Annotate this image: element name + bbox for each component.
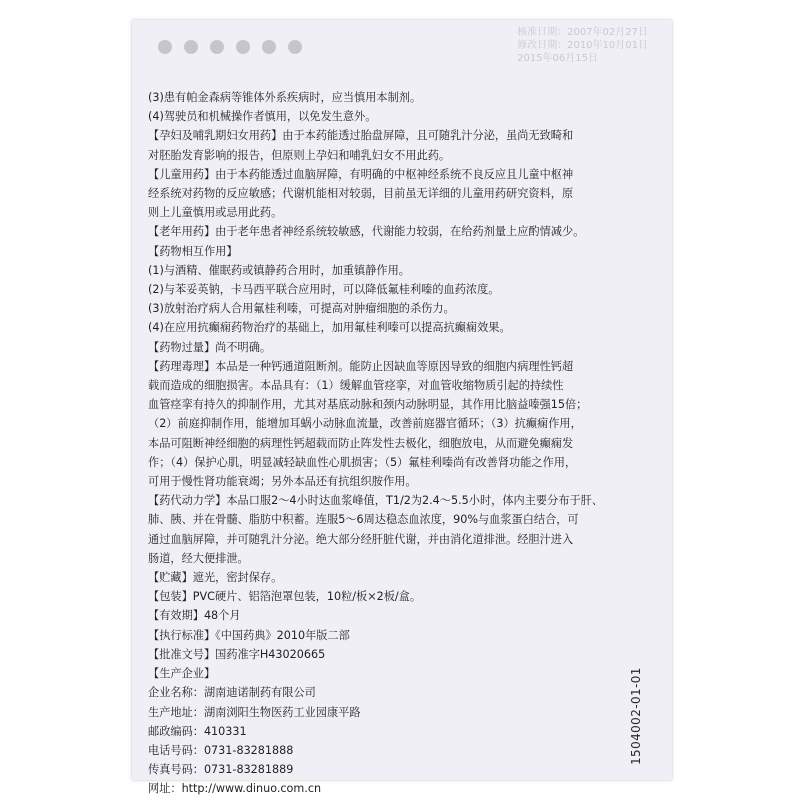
text-line: 【执行标准】《中国药典》2010年版二部 — [148, 628, 350, 642]
company-address: 生产地址：湖南浏阳生物医药工业园康平路 — [148, 705, 361, 719]
text-line: 作；（4）保护心肌，明显减轻缺血性心肌损害；（5）氟桂利嗪尚有改善肾功能之作用， — [148, 455, 577, 469]
ghost-line: 核准日期：2007年02月27日 — [517, 27, 648, 38]
fax-number: 传真号码：0731-83281889 — [148, 763, 294, 777]
text-line: (4)在应用抗癫痫药物治疗的基础上，加用氟桂利嗪可以提高抗癫痫效果。 — [148, 321, 511, 335]
dot — [288, 40, 302, 54]
text-line: (3)放射治疗病人合用氟桂利嗪，可提高对肿瘤细胞的杀伤力。 — [148, 302, 455, 316]
text-line: 经系统对药物的反应敏感；代谢机能相对较弱，目前虽无详细的儿童用药研究资料，原 — [148, 187, 574, 201]
side-code: 1504002-01-01 — [629, 667, 643, 765]
text-line: 通过血脑屏障，并可随乳汁分泌。绝大部分经肝脏代谢，并由消化道排泄。经胆汁进入 — [148, 532, 574, 546]
leaflet-page — [132, 20, 672, 796]
text-line: 肺、胰、并在骨髓、脂肪中积蓄。连服5～6周达稳态血浓度，90%与血浆蛋白结合，可 — [148, 513, 579, 527]
phone-number: 电话号码：0731-83281888 — [148, 743, 294, 757]
text-line: 【药代动力学】本品口服2～4小时达血浆峰值，T1/2为2.4～5.5小时，体内主要分布于肝、 — [148, 494, 604, 508]
dot — [236, 40, 250, 54]
perforation-dots — [158, 40, 302, 54]
text-line: 则上儿童慎用或忌用此药。 — [148, 206, 283, 220]
section-heading: 【药物相互作用】 — [148, 244, 238, 258]
company-name: 企业名称：湖南迪诺制药有限公司 — [148, 686, 316, 700]
text-line: （2）前庭抑制作用，能增加耳蜗小动脉血流量，改善前庭器官循环；（3）抗癫痫作用， — [148, 417, 582, 431]
text-line: 【孕妇及哺乳期妇女用药】由于本药能透过胎盘屏障，且可随乳汁分泌，虽尚无致畸和 — [148, 129, 574, 143]
text-line: 【药物过量】尚不明确。 — [148, 340, 272, 354]
text-line: 本品可阻断神经细胞的病理性钙超载而防止阵发性去极化，细胞放电，从而避免癫痫发 — [148, 436, 574, 450]
text-line: 【批准文号】国药准字H43020665 — [148, 647, 326, 661]
postal-code: 邮政编码：410331 — [148, 724, 247, 738]
dot — [158, 40, 172, 54]
text-line: (4)驾驶员和机械操作者慎用，以免发生意外。 — [148, 110, 377, 124]
text-line: (1)与酒精、催眠药或镇静药合用时，加重镇静作用。 — [148, 263, 410, 277]
dot — [184, 40, 198, 54]
text-line: 【有效期】48个月 — [148, 609, 241, 623]
text-line: 血管痉挛有持久的抑制作用，尤其对基底动脉和颈内动脉明显，其作用比脑益嗪强15倍； — [148, 398, 588, 412]
show-through-dates — [517, 26, 648, 65]
website: 网址：http://www.dinuo.com.cn — [148, 782, 322, 796]
text-line: 【儿童用药】由于本药能透过血脑屏障，有明确的中枢神经系统不良反应且儿童中枢神 — [148, 167, 574, 181]
dot — [262, 40, 276, 54]
text-line: 肠道，经大便排泄。 — [148, 551, 249, 565]
leaflet-body — [148, 88, 626, 799]
dot — [210, 40, 224, 54]
text-line: (3)患有帕金森病等锥体外系疾病时，应当慎用本制剂。 — [148, 91, 422, 104]
ghost-line: 2015年06月15日 — [517, 53, 598, 64]
text-line: 【贮藏】遮光，密封保存。 — [148, 571, 283, 585]
section-heading: 【生产企业】 — [148, 667, 216, 681]
text-line: 【包装】PVC硬片、铝箔泡罩包装，10粒/板×2板/盒。 — [148, 590, 422, 604]
text-line: 对胚胎发育影响的报告，但原则上孕妇和哺乳妇女不用此药。 — [148, 148, 451, 162]
text-line: 可用于慢性肾功能衰竭；另外本品还有抗组织胺作用。 — [148, 475, 417, 489]
ghost-line: 修改日期：2010年10月01日 — [517, 40, 648, 51]
text-line: (2)与苯妥英钠，卡马西平联合应用时，可以降低氟桂利嗪的血药浓度。 — [148, 283, 500, 297]
text-line: 【老年用药】由于老年患者神经系统较敏感，代谢能力较弱，在给药剂量上应酌情减少。 — [148, 225, 585, 239]
text-line: 载而造成的细胞损害。本品具有：（1）缓解血管痉挛，对血管收缩物质引起的持续性 — [148, 379, 564, 393]
text-line: 【药理毒理】本品是一种钙通道阻断剂。能防止因缺血等原因导致的细胞内病理性钙超 — [148, 359, 574, 373]
